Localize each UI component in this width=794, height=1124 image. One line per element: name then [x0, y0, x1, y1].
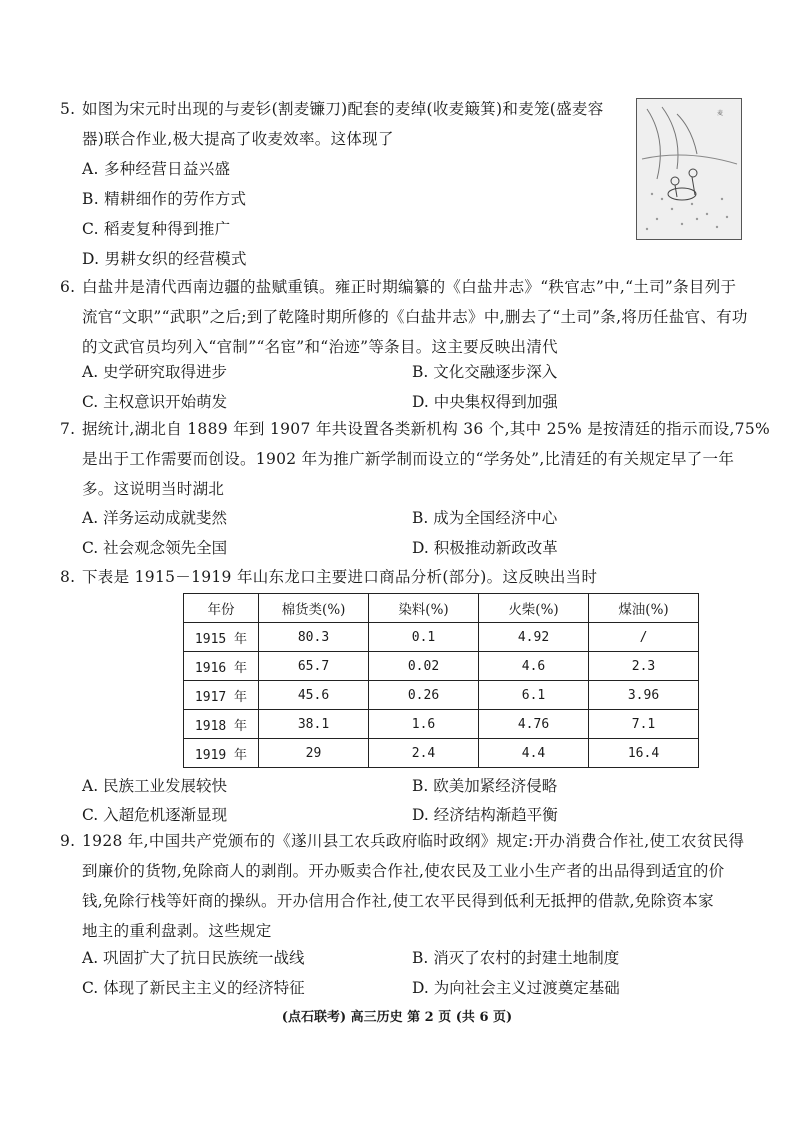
table-cell: 80.3 [259, 623, 369, 652]
option-d[interactable]: D. 经济结构渐趋平衡 [412, 806, 558, 824]
table-row [184, 652, 699, 681]
harvest-illustration-icon [636, 98, 742, 240]
table-cell: 4.4 [479, 739, 589, 768]
table-header-row [184, 594, 699, 623]
table-cell: 7.1 [589, 710, 699, 739]
table-cell: 4.92 [479, 623, 589, 652]
table-cell: 1.6 [369, 710, 479, 739]
question-5 [60, 94, 604, 274]
option-a[interactable]: A. 巩固扩大了抗日民族统一战线 [82, 949, 305, 967]
option-a[interactable]: A. 史学研究取得进步 [82, 363, 228, 381]
table-cell: 45.6 [259, 681, 369, 710]
option-b[interactable]: B. 精耕细作的劳作方式 [82, 190, 247, 208]
question-stem: 白盐井是清代西南边疆的盐赋重镇。雍正时期编纂的《白盐井志》“秩官志”中,“土司”条目列于 [82, 278, 737, 296]
option-c[interactable]: C. 社会观念领先全国 [82, 539, 228, 557]
table-header: 煤油(%) [589, 594, 699, 623]
option-b[interactable]: B. 欧美加紧经济侵略 [412, 777, 558, 795]
question-number: 8. [60, 568, 76, 586]
table-row [184, 710, 699, 739]
question-7 [60, 414, 770, 504]
option-c[interactable]: C. 体现了新民主主义的经济特征 [82, 979, 305, 997]
table-cell: 3.96 [589, 681, 699, 710]
question-stem: 下表是 1915－1919 年山东龙口主要进口商品分析(部分)。这反映出当时 [82, 568, 598, 586]
question-number: 7. [60, 420, 76, 438]
table-cell: / [589, 623, 699, 652]
table-cell: 6.1 [479, 681, 589, 710]
table-cell: 65.7 [259, 652, 369, 681]
table-cell: 38.1 [259, 710, 369, 739]
table-cell: 16.4 [589, 739, 699, 768]
question-stem: 1928 年,中国共产党颁布的《遂川县工农兵政府临时政纲》规定:开办消费合作社,使工农贫民得 [82, 832, 745, 850]
page-footer: (点石联考) 高三历史 第 2 页 (共 6 页) [281, 1010, 513, 1025]
question-stem: 到廉价的货物,免除商人的剥削。开办贩卖合作社,使农民及工业小生产者的出品得到适宜的价 [82, 862, 725, 880]
option-a[interactable]: A. 多种经营日益兴盛 [82, 160, 231, 178]
table-row [184, 681, 699, 710]
question-9 [60, 826, 744, 946]
table-cell: 1916 年 [184, 652, 259, 681]
table-cell: 2.3 [589, 652, 699, 681]
option-a[interactable]: A. 洋务运动成就斐然 [82, 509, 228, 527]
option-c[interactable]: C. 主权意识开始萌发 [82, 393, 228, 411]
import-goods-table [183, 593, 699, 768]
table-header: 火柴(%) [479, 594, 589, 623]
question-number: 6. [60, 278, 76, 296]
table-cell: 1919 年 [184, 739, 259, 768]
table-cell: 1917 年 [184, 681, 259, 710]
table-cell: 4.76 [479, 710, 589, 739]
table-cell: 4.6 [479, 652, 589, 681]
table-row [184, 623, 699, 652]
option-d[interactable]: D. 中央集权得到加强 [412, 393, 558, 411]
question-stem: 器)联合作业,极大提高了收麦效率。这体现了 [82, 130, 394, 148]
table-cell: 1915 年 [184, 623, 259, 652]
option-d[interactable]: D. 男耕女织的经营模式 [82, 250, 247, 268]
table-cell: 1918 年 [184, 710, 259, 739]
table-cell: 0.26 [369, 681, 479, 710]
table-header: 染料(%) [369, 594, 479, 623]
option-a[interactable]: A. 民族工业发展较快 [82, 777, 228, 795]
question-stem: 流官“文职”“武职”之后;到了乾隆时期所修的《白盐井志》中,删去了“土司”条,将历任盐官、有功 [82, 308, 748, 326]
question-stem: 是出于工作需要而创设。1902 年为推广新学制而设立的“学务处”,比清廷的有关规定早了一年 [82, 450, 735, 468]
question-6 [60, 272, 748, 362]
question-number: 5. [60, 100, 76, 118]
question-stem: 地主的重利盘剥。这些规定 [82, 922, 272, 940]
option-d[interactable]: D. 为向社会主义过渡奠定基础 [412, 979, 620, 997]
question-stem: 多。这说明当时湖北 [82, 480, 225, 498]
question-8 [60, 562, 597, 592]
question-stem: 据统计,湖北自 1889 年到 1907 年共设置各类新机构 36 个,其中 25% 是按清廷的指示而设,75% [82, 420, 771, 438]
option-b[interactable]: B. 成为全国经济中心 [412, 509, 558, 527]
table-header: 年份 [184, 594, 259, 623]
option-b[interactable]: B. 消灭了农村的封建土地制度 [412, 949, 620, 967]
table-cell: 2.4 [369, 739, 479, 768]
option-c[interactable]: C. 入超危机逐渐显现 [82, 806, 228, 824]
table-cell: 29 [259, 739, 369, 768]
table-header: 棉货类(%) [259, 594, 369, 623]
table-row [184, 739, 699, 768]
option-b[interactable]: B. 文化交融逐步深入 [412, 363, 558, 381]
question-stem: 的文武官员均列入“官制”“名宦”和“治迹”等条目。这主要反映出清代 [82, 338, 558, 356]
question-number: 9. [60, 832, 76, 850]
question-stem: 钱,免除行栈等奸商的操纵。开办信用合作社,使工农平民得到低利无抵押的借款,免除资本家 [82, 892, 714, 910]
question-stem: 如图为宋元时出现的与麦钐(割麦镰刀)配套的麦绰(收麦簸箕)和麦笼(盛麦容 [82, 100, 604, 118]
table-cell: 0.1 [369, 623, 479, 652]
table-cell: 0.02 [369, 652, 479, 681]
option-d[interactable]: D. 积极推动新政改革 [412, 539, 558, 557]
svg-text:麦: 麦 [717, 110, 724, 117]
option-c[interactable]: C. 稻麦复种得到推广 [82, 220, 231, 238]
